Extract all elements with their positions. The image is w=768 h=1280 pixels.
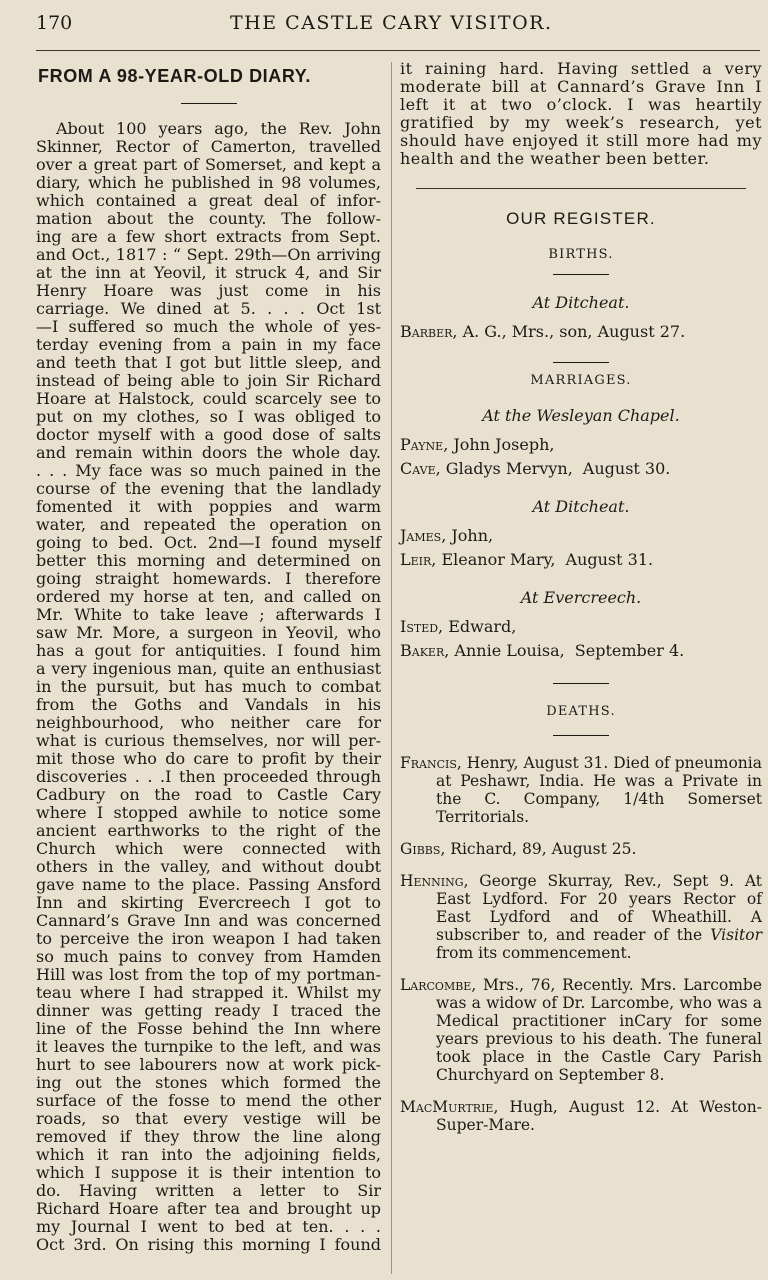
marriage-entry <box>400 550 762 570</box>
text-line: teau where I had strapped it. Whilst my <box>36 983 381 1002</box>
entry-name: James <box>400 526 442 545</box>
text-line: mation about the county. The follow- <box>36 209 381 228</box>
entry-text: , Gladys Mervyn, <box>435 459 573 478</box>
text-line: course of the evening that the landlady <box>36 479 381 498</box>
death-entry <box>400 1098 762 1134</box>
marriage-entry <box>400 641 762 661</box>
entry-name: Gibbs <box>400 840 441 858</box>
marriages-heading: MARRIAGES. <box>530 373 632 388</box>
text-line: Hoare at Halstock, could scarcely see to <box>36 389 381 408</box>
place-heading: At Ditcheat. <box>532 497 630 516</box>
death-entry <box>400 872 762 962</box>
entry-name: Baker <box>400 641 445 660</box>
text-line: my Journal I went to bed at ten. . . . <box>36 1217 381 1236</box>
text-line: health and the weather been better. <box>400 149 710 168</box>
text-line: which it ran into the adjoining fields, <box>36 1145 381 1164</box>
text-line: gave name to the place. Passing Ansford <box>36 875 381 894</box>
entry-text: , Hugh, August 12. At Weston-Super-Mare. <box>436 1098 762 1134</box>
births-heading: BIRTHS. <box>548 247 614 262</box>
text-line: fomented it with poppies and warm <box>36 497 381 516</box>
entry-name: MacMurtrie <box>400 1098 494 1116</box>
birth-entry <box>400 322 762 342</box>
text-line: from the Goths and Vandals in his <box>36 695 381 714</box>
text-line: line of the Fosse behind the Inn where <box>36 1019 381 1038</box>
text-line: others in the valley, and without doubt <box>36 857 381 876</box>
text-line: diary, which he published in 98 volumes, <box>36 173 381 192</box>
entry-text: , John Joseph, <box>443 435 555 454</box>
entry-name: Leir <box>400 550 432 569</box>
entry-name: Cave <box>400 459 436 478</box>
entry-name: Henning <box>400 872 464 890</box>
entry-date: September 4. <box>574 641 685 660</box>
text-line: which contained a great deal of infor- <box>36 191 381 210</box>
text-line: mit those who do care to profit by their <box>36 749 381 768</box>
text-line: Inn and skirting Evercreech I got to <box>36 893 381 912</box>
entry-text: , Henry, August 31. Died of pneumonia at Peshawr, India. He was a Private in the C. Company, 1/4th Somerset Territorials. <box>436 754 762 826</box>
article-title: FROM A 98-YEAR-OLD DIARY. <box>38 66 312 86</box>
text-line: in the pursuit, but has much to combat <box>36 677 381 696</box>
text-line: ing are a few short extracts from Sept. <box>36 227 381 246</box>
marriage-entry <box>400 617 762 637</box>
entry-text: , A. G., Mrs., son, August 27. <box>452 322 686 341</box>
entry-text: , George Skurray, Rev., Sept 9. At East Lydford. For 20 years Rector of East Lydford and of Wheathill. A subscriber to, and reader of the <box>436 872 762 944</box>
text-line: so much pains to convey from Hamden <box>36 947 381 966</box>
diary-text <box>36 120 381 1254</box>
text-line: ing out the stones which formed the <box>36 1073 381 1092</box>
text-line: surface of the fosse to mend the other <box>36 1091 381 1110</box>
deaths-heading: DEATHS. <box>546 704 616 719</box>
entry-date: August 31. <box>565 550 654 569</box>
header-rule <box>36 50 760 51</box>
text-line: it leaves the turnpike to the left, and was <box>36 1037 381 1056</box>
entry-name: Isted <box>400 617 439 636</box>
register-title: OUR REGISTER. <box>506 209 656 228</box>
text-line: at the inn at Yeovil, it struck 4, and Sir <box>36 263 381 282</box>
text-line: a very ingenious man, quite an enthusiast <box>36 659 381 678</box>
entry-name: Francis <box>400 754 457 772</box>
text-line: gratified by my week’s research, yet <box>400 113 762 132</box>
text-line: has a gout for antiquities. I found him <box>36 641 381 660</box>
text-line: neighbourhood, who neither care for <box>36 713 381 732</box>
running-title: THE CASTLE CARY VISITOR. <box>230 12 553 34</box>
text-line: hurt to see labourers now at work pick- <box>36 1055 381 1074</box>
text-line: left it at two o’clock. I was heartily <box>400 95 762 114</box>
heading-rule <box>553 274 609 275</box>
death-entry <box>400 840 762 858</box>
page-number: 170 <box>36 12 73 34</box>
text-line: what is curious themselves, nor will per- <box>36 731 381 750</box>
text-line: better this morning and determined on <box>36 551 381 570</box>
text-line: where I stopped awhile to notice some <box>36 803 381 822</box>
text-line: discoveries . . .I then proceeded through <box>36 767 381 786</box>
death-entry <box>400 754 762 826</box>
entry-text: , Richard, 89, August 25. <box>440 840 637 858</box>
text-line: Church which were connected with <box>36 839 381 858</box>
place-heading: At the Wesleyan Chapel. <box>482 406 680 425</box>
text-line: over a great part of Somerset, and kept a <box>36 155 381 174</box>
marriage-entry <box>400 459 762 479</box>
text-line: ordered my horse at ten, and called on <box>36 587 381 606</box>
text-line: do. Having written a letter to Sir <box>36 1181 381 1200</box>
text-line: moderate bill at Cannard’s Grave Inn I <box>400 77 762 96</box>
page-header <box>0 0 768 52</box>
marriage-entry <box>400 435 762 455</box>
title-rule <box>181 103 237 104</box>
text-line: Oct 3rd. On rising this morning I found <box>36 1235 381 1254</box>
text-line: Cannard’s Grave Inn and was concerned <box>36 911 381 930</box>
entry-text: , Edward, <box>438 617 517 636</box>
text-line: going to bed. Oct. 2nd—I found myself <box>36 533 381 552</box>
place-heading: At Evercreech. <box>520 588 642 607</box>
entry-name: Barber <box>400 322 453 341</box>
text-line: saw Mr. More, a surgeon in Yeovil, who <box>36 623 381 642</box>
heading-rule <box>553 735 609 736</box>
text-line: terday evening from a pain in my face <box>36 335 381 354</box>
text-line: —I suffered so much the whole of yes- <box>36 317 381 336</box>
text-line: doctor myself with a good dose of salts <box>36 425 381 444</box>
entry-text: , Annie Louisa, <box>444 641 565 660</box>
text-line: should have enjoyed it still more had my <box>400 131 762 150</box>
text-line: Cadbury on the road to Castle Cary <box>36 785 381 804</box>
text-line: Henry Hoare was just come in his <box>36 281 381 300</box>
text-line: and remain within doors the whole day. <box>36 443 381 462</box>
section-rule <box>416 188 746 189</box>
right-column <box>400 60 762 1134</box>
text-line: going straight homewards. I therefore <box>36 569 381 588</box>
text-line: About 100 years ago, the Rev. John <box>56 119 381 138</box>
text-line: which I suppose it is their intention to <box>36 1163 381 1182</box>
text-line: water, and repeated the operation on <box>36 515 381 534</box>
text-line: and Oct., 1817 : “ Sept. 29th—On arriving <box>36 245 381 264</box>
entry-italic: Visitor <box>710 926 762 944</box>
separator-rule <box>553 362 609 363</box>
entry-text: from its commencement. <box>436 944 632 962</box>
text-line: Hill was lost from the top of my portman- <box>36 965 381 984</box>
text-line: to perceive the iron weapon I had taken <box>36 929 381 948</box>
place-heading: At Ditcheat. <box>532 293 630 312</box>
column-divider <box>391 62 392 1274</box>
text-line: . . . My face was so much pained in the <box>36 461 381 480</box>
text-line: Skinner, Rector of Camerton, travelled <box>36 137 381 156</box>
entry-text: , Mrs., 76, Recently. Mrs. Larcombe was a widow of Dr. Larcombe, who was a Medical practitioner inCary for some years previous to his death. The funeral took place in the Castle Cary Parish Churchyard on September 8. <box>436 976 762 1084</box>
entry-text: , John, <box>441 526 494 545</box>
marriage-entry <box>400 526 762 546</box>
entry-name: Larcombe <box>400 976 472 994</box>
text-line: and teeth that I got but little sleep, and <box>36 353 381 372</box>
text-line: ancient earthworks to the right of the <box>36 821 381 840</box>
text-line: dinner was getting ready I traced the <box>36 1001 381 1020</box>
entry-name: Payne <box>400 435 444 454</box>
text-line: removed if they throw the line along <box>36 1127 381 1146</box>
text-line: carriage. We dined at 5. . . . Oct 1st <box>36 299 381 318</box>
death-entry <box>400 976 762 1084</box>
text-line: it raining hard. Having settled a very <box>400 59 762 78</box>
separator-rule <box>553 683 609 684</box>
text-line: instead of being able to join Sir Richard <box>36 371 381 390</box>
text-line: put on my clothes, so I was obliged to <box>36 407 381 426</box>
entry-text: , Eleanor Mary, <box>431 550 556 569</box>
diary-continuation <box>400 60 762 168</box>
left-column <box>36 60 381 1254</box>
text-line: Richard Hoare after tea and brought up <box>36 1199 381 1218</box>
text-line: Mr. White to take leave ; afterwards I <box>36 605 381 624</box>
text-line: roads, so that every vestige will be <box>36 1109 381 1128</box>
entry-date: August 30. <box>582 459 671 478</box>
